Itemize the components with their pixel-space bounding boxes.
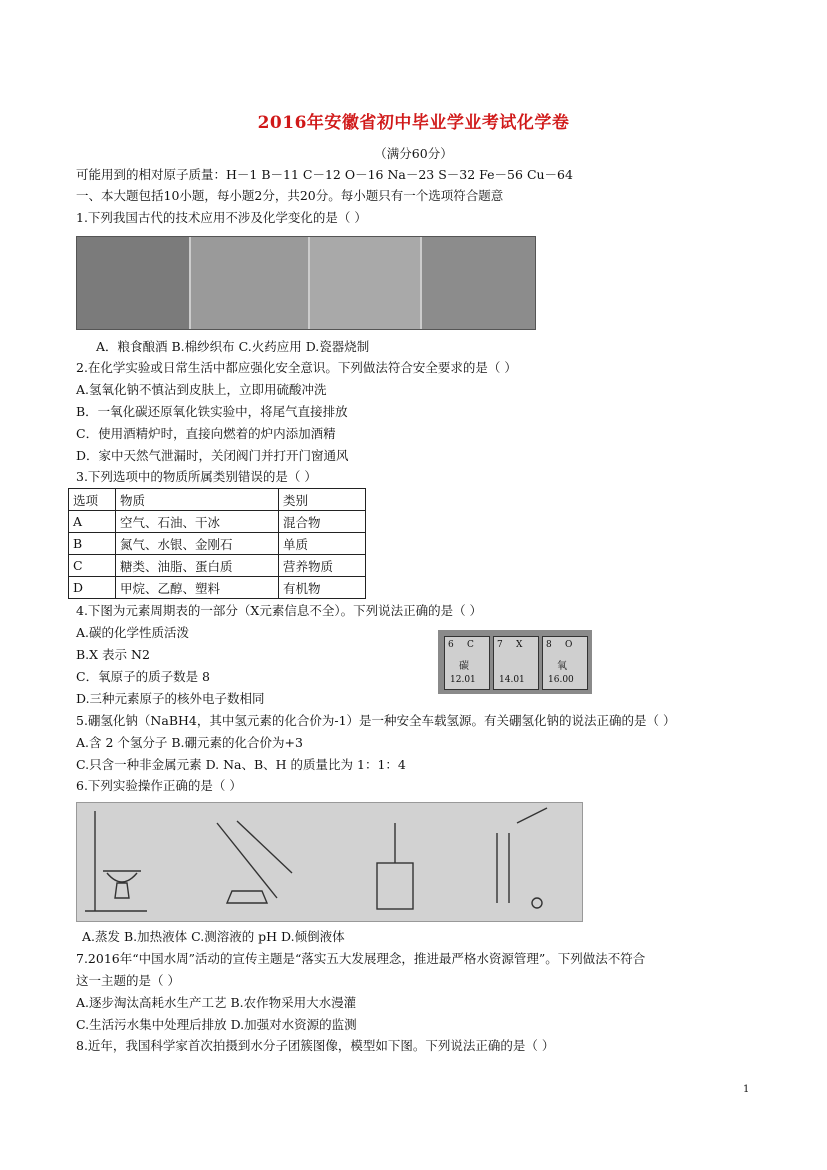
section-heading: 一、本大题包括10小题，每小题2分，共20分。每小题只有一个选项符合题意	[76, 188, 504, 203]
cell-substance: 糖类、油脂、蛋白质	[116, 555, 279, 577]
q1-options: A．粮食酿酒 B.棉纱织布 C.火药应用 D.瓷器烧制	[96, 339, 370, 354]
q5-options-cd: C.只含一种非金属元素 D. Na、B、H 的质量比为 1：1：4	[76, 757, 406, 772]
element-symbol: O	[565, 640, 573, 650]
q3-stem: 3.下列选项中的物质所属类别错误的是（ ）	[76, 469, 317, 484]
lab-apparatus-icon	[77, 803, 582, 921]
cell-option: B	[69, 533, 116, 555]
table-row	[69, 577, 366, 599]
q4-option-c: C．氧原子的质子数是 8	[76, 669, 210, 684]
atomic-masses: 可能用到的相对原子质量：H－1 B－11 C－12 O－16 Na－23 S－32 Fe－56 Cu－64	[76, 167, 573, 182]
header-category: 类别	[279, 489, 366, 511]
q1-stem: 1.下列我国古代的技术应用不涉及化学变化的是（ ）	[76, 210, 367, 225]
q2-option-d: D．家中天然气泄漏时，关闭阀门并打开门窗通风	[76, 448, 349, 463]
q4-stem: 4.下图为元素周期表的一部分（X元素信息不全）。下列说法正确的是（ ）	[76, 603, 483, 618]
q7-options-ab: A.逐步淘汰高耗水生产工艺 B.农作物采用大水漫灌	[76, 995, 357, 1010]
cell-substance: 空气、石油、干冰	[116, 511, 279, 533]
page-title: 2016年安徽省初中毕业学业考试化学卷	[257, 113, 570, 133]
score-note: （满分60分）	[374, 146, 453, 161]
cell-substance: 氮气、水银、金刚石	[116, 533, 279, 555]
cell-category: 单质	[279, 533, 366, 555]
element-name: 氧	[557, 661, 567, 672]
element-symbol: C	[467, 640, 474, 650]
atomic-mass: 14.01	[499, 675, 525, 685]
q3-table	[68, 488, 366, 599]
atomic-number: 6	[448, 640, 454, 650]
cell-substance: 甲烷、乙醇、塑料	[116, 577, 279, 599]
q6-options: A.蒸发 B.加热液体 C.测溶液的 pH D.倾倒液体	[82, 929, 345, 944]
header-substance: 物质	[116, 489, 279, 511]
atomic-mass: 16.00	[548, 675, 574, 685]
element-name: 碳	[459, 661, 469, 672]
element-cell-carbon	[444, 636, 490, 690]
element-symbol: X	[516, 640, 523, 650]
q1-illustrations	[76, 236, 536, 330]
table-header-row	[69, 489, 366, 511]
q4-option-d: D.三种元素原子的核外电子数相同	[76, 691, 265, 706]
q4-option-b: B.X 表示 N2	[76, 647, 150, 662]
q7-options-cd: C.生活污水集中处理后排放 D.加强对水资源的监测	[76, 1017, 357, 1032]
cell-option: A	[69, 511, 116, 533]
q7-stem-line2: 这一主题的是（ ）	[76, 973, 180, 988]
atomic-number: 8	[546, 640, 552, 650]
periodic-table-fragment	[438, 630, 592, 694]
q2-option-a: A.氢氧化钠不慎沾到皮肤上，立即用硫酸冲洗	[76, 382, 327, 397]
q2-option-b: B．一氧化碳还原氧化铁实验中，将尾气直接排放	[76, 404, 348, 419]
cell-category: 有机物	[279, 577, 366, 599]
element-cell-x	[493, 636, 539, 690]
q6-apparatus-illustration	[76, 802, 583, 922]
atomic-number: 7	[497, 640, 503, 650]
element-cell-oxygen	[542, 636, 588, 690]
q6-stem: 6.下列实验操作正确的是（ ）	[76, 778, 242, 793]
header-option: 选项	[69, 489, 116, 511]
table-row	[69, 555, 366, 577]
q8-stem: 8.近年，我国科学家首次拍摄到水分子团簇图像，模型如下图。下列说法正确的是（ ）	[76, 1038, 555, 1053]
table-row	[69, 533, 366, 555]
q7-stem-line1: 7.2016年“中国水周”活动的宣传主题是“落实五大发展理念，推进最严格水资源管理”。下列做法不符合	[76, 951, 646, 966]
table-row	[69, 511, 366, 533]
q4-option-a: A.碳的化学性质活泼	[76, 625, 190, 640]
cell-option: D	[69, 577, 116, 599]
q2-option-c: C．使用酒精炉时，直接向燃着的炉内添加酒精	[76, 426, 336, 441]
cell-option: C	[69, 555, 116, 577]
cell-category: 混合物	[279, 511, 366, 533]
q2-stem: 2.在化学实验或日常生活中都应强化安全意识。下列做法符合安全要求的是（ ）	[76, 360, 517, 375]
q5-options-ab: A.含 2 个氢分子 B.硼元素的化合价为+3	[76, 735, 303, 750]
page-number: 1	[743, 1084, 750, 1095]
cell-category: 营养物质	[279, 555, 366, 577]
q5-stem: 5.硼氢化钠（NaBH4，其中氢元素的化合价为-1）是一种安全车载氢源。有关硼氢化钠的说法正确的是（ ）	[76, 713, 676, 728]
atomic-mass: 12.01	[450, 675, 476, 685]
